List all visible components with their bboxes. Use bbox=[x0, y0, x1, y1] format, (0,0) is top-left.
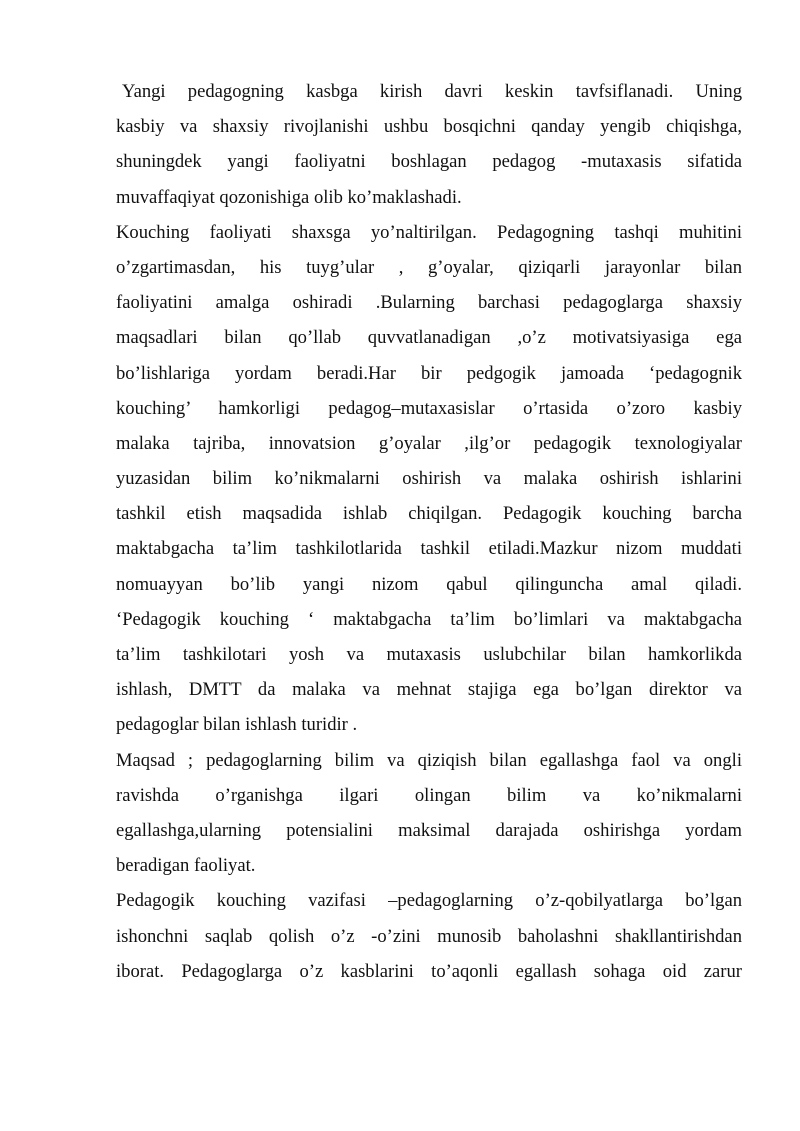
text-line: yuzasidan bilim ko’nikmalarni oshirish va malaka oshirish ishlarini bbox=[116, 468, 742, 490]
text-line: muvaffaqiyat qozonishiga olib ko’maklashadi. bbox=[116, 186, 462, 208]
text-line: kouching’ hamkorligi pedagog–mutaxasislar o’rtasida o’zoro kasbiy bbox=[116, 397, 742, 419]
text-line: kasbiy va shaxsiy rivojlanishi ushbu bosqichni qanday yengib chiqishga, bbox=[116, 116, 742, 138]
text-line: ‘Pedagogik kouching ‘ maktabgacha ta’lim bo’limlari va maktabgacha bbox=[116, 608, 742, 630]
text-line: Kouching faoliyati shaxsga yo’naltirilgan. Pedagogning tashqi muhitini bbox=[116, 221, 742, 243]
text-line: ta’lim tashkilotari yosh va mutaxasis uslubchilar bilan hamkorlikda bbox=[116, 644, 742, 665]
text-line: Maqsad ; pedagoglarning bilim va qiziqish bilan egallashga faol va ongli bbox=[116, 749, 742, 771]
text-line: ravishda o’rganishga ilgari olingan bilim va ko’nikmalarni bbox=[116, 784, 742, 806]
text-line: iborat. Pedagoglarga o’z kasblarini to’aqonli egallash sohaga oid zarur bbox=[116, 960, 742, 982]
text-line: egallashga,ularning potensialini maksimal darajada oshirishga yordam bbox=[116, 819, 742, 841]
text-line: o’zgartimasdan, his tuyg’ular , g’oyalar, qiziqarli jarayonlar bilan bbox=[116, 256, 742, 278]
text-line: maktabgacha ta’lim tashkilotlarida tashkil etiladi.Mazkur nizom muddati bbox=[116, 538, 742, 560]
text-line: beradigan faoliyat. bbox=[116, 855, 256, 877]
text-line: pedagoglar bilan ishlash turidir . bbox=[116, 714, 358, 736]
text-line: Yangi pedagogning kasbga kirish davri keskin tavfsiflanadi. Uning bbox=[122, 81, 742, 102]
text-line: ishlash, DMTT da malaka va mehnat stajiga ega bo’lgan direktor va bbox=[116, 679, 742, 701]
text-line: maqsadlari bilan qo’llab quvvatlanadigan ,o’z motivatsiyasiga ega bbox=[116, 327, 742, 349]
text-line: faoliyatini amalga oshiradi .Bularning barchasi pedagoglarga shaxsiy bbox=[116, 292, 742, 314]
text-line: malaka tajriba, innovatsion g’oyalar ,ilg’or pedagogik texnologiyalar bbox=[116, 432, 742, 454]
text-line: bo’lishlariga yordam beradi.Har bir pedgogik jamoada ‘pedagognik bbox=[116, 362, 742, 384]
text-line: nomuayyan bo’lib yangi nizom qabul qilinguncha amal qiladi. bbox=[116, 573, 742, 595]
text-line: tashkil etish maqsadida ishlab chiqilgan. Pedagogik kouching barcha bbox=[116, 503, 742, 525]
text-line: ishonchni saqlab qolish o’z -o’zini munosib baholashni shakllantirishdan bbox=[116, 925, 742, 947]
text-line: shuningdek yangi faoliyatni boshlagan pedagog -mutaxasis sifatida bbox=[116, 151, 742, 173]
text-line: Pedagogik kouching vazifasi –pedagoglarning o’z-qobilyatlarga bo’lgan bbox=[116, 890, 742, 912]
document-body bbox=[116, 74, 742, 989]
